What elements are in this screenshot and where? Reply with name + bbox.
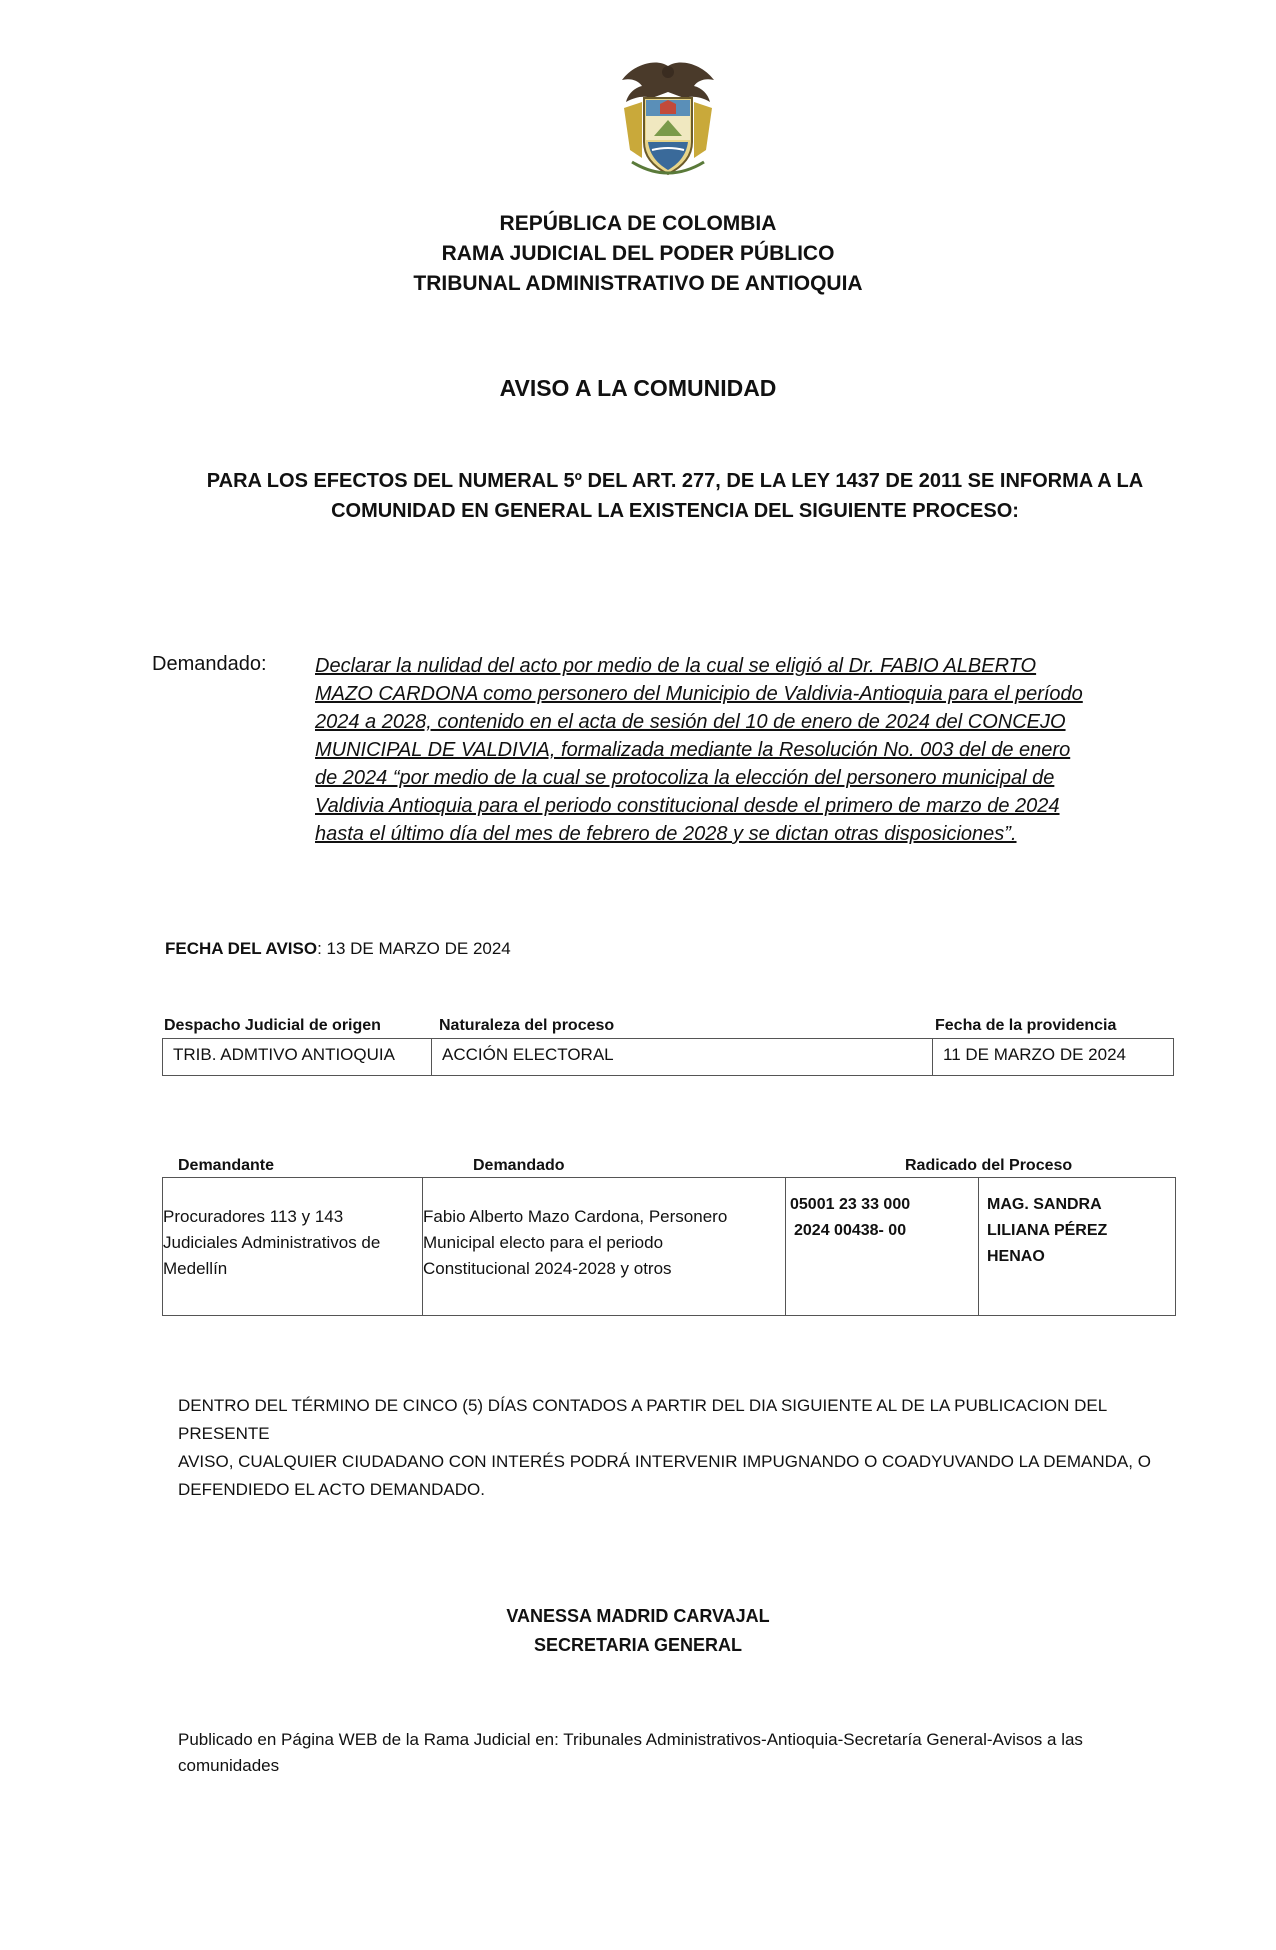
t1-header-fecha: Fecha de la providencia bbox=[935, 1017, 1117, 1034]
demandado-label: Demandado: bbox=[152, 653, 267, 675]
table-row bbox=[163, 1039, 1174, 1076]
demandado-line: 2024 a 2028, contenido en el acta de sesión del 10 de enero de 2024 del CONCEJO bbox=[315, 711, 1066, 733]
demandado-party-line: Fabio Alberto Mazo Cardona, Personero bbox=[423, 1207, 728, 1226]
demandado-line: MAZO CARDONA como personero del Municipio de Valdivia-Antioquia para el período bbox=[315, 683, 1083, 705]
t1-cell-despacho: TRIB. ADMTIVO ANTIOQUIA bbox=[163, 1039, 432, 1076]
publication-line: Publicado en Página WEB de la Rama Judicial en: Tribunales Administrativos-Antioquia-Secretaría General-Avisos a las bbox=[178, 1730, 1083, 1749]
t1-header-despacho: Despacho Judicial de origen bbox=[164, 1017, 381, 1034]
fecha-aviso-label: FECHA DEL AVISO bbox=[165, 939, 318, 958]
magistrado-line: LILIANA PÉREZ bbox=[987, 1222, 1108, 1239]
fecha-aviso bbox=[165, 939, 511, 959]
demandante-line: Procuradores 113 y 143 bbox=[163, 1207, 344, 1226]
table-row bbox=[163, 1178, 1176, 1316]
demandante-line: Medellín bbox=[163, 1259, 228, 1278]
t2-cell-radicado bbox=[786, 1178, 979, 1316]
parties-table bbox=[162, 1177, 1176, 1316]
paragraph-line: DEFENDIEDO EL ACTO DEMANDADO. bbox=[178, 1480, 485, 1499]
radicado-line: 2024 00438- 00 bbox=[794, 1222, 907, 1239]
demandado-line: de 2024 “por medio de la cual se protocoliza la elección del personero municipal de bbox=[315, 767, 1055, 789]
header-tribunal: TRIBUNAL ADMINISTRATIVO DE ANTIOQUIA bbox=[413, 272, 863, 295]
paragraph-line: DENTRO DEL TÉRMINO DE CINCO (5) DÍAS CONTADOS A PARTIR DEL DIA SIGUIENTE AL DE LA PUBLICACION DEL PRESENTE bbox=[178, 1396, 1107, 1443]
t1-header-naturaleza: Naturaleza del proceso bbox=[439, 1017, 615, 1034]
process-table bbox=[162, 1038, 1174, 1076]
t2-header-radicado: Radicado del Proceso bbox=[905, 1157, 1073, 1174]
paragraph-line: AVISO, CUALQUIER CIUDADANO CON INTERÉS PODRÁ INTERVENIR IMPUGNANDO O COADYUVANDO LA DEMANDA, O bbox=[178, 1452, 1151, 1471]
fecha-aviso-value: : 13 DE MARZO DE 2024 bbox=[317, 939, 511, 958]
t1-cell-naturaleza: ACCIÓN ELECTORAL bbox=[432, 1039, 933, 1076]
t2-cell-demandado bbox=[423, 1178, 786, 1316]
header-republic: REPÚBLICA DE COLOMBIA bbox=[499, 212, 777, 235]
page-title: AVISO A LA COMUNIDAD bbox=[499, 375, 777, 401]
t2-cell-demandante bbox=[163, 1178, 423, 1316]
intro-line-1: PARA LOS EFECTOS DEL NUMERAL 5º DEL ART. 277, DE LA LEY 1437 DE 2011 SE INFORMA A LA bbox=[206, 470, 1144, 492]
demandante-line: Judiciales Administrativos de bbox=[163, 1233, 381, 1252]
magistrado-line: MAG. SANDRA bbox=[987, 1196, 1102, 1213]
demandado-line: Declarar la nulidad del acto por medio de la cual se eligió al Dr. FABIO ALBERTO bbox=[315, 655, 1037, 677]
t1-cell-fecha: 11 DE MARZO DE 2024 bbox=[933, 1039, 1174, 1076]
publication-line: comunidades bbox=[178, 1756, 280, 1775]
demandado-party-line: Constitucional 2024-2028 y otros bbox=[423, 1259, 672, 1278]
t2-header-demandado: Demandado bbox=[473, 1157, 565, 1174]
header-rama-judicial: RAMA JUDICIAL DEL PODER PÚBLICO bbox=[441, 242, 835, 265]
t2-header-demandante: Demandante bbox=[178, 1157, 275, 1174]
term-paragraph bbox=[178, 1392, 1188, 1504]
signature-name: VANESSA MADRID CARVAJAL bbox=[506, 1606, 770, 1626]
publication-note bbox=[178, 1727, 1188, 1779]
demandado-line: Valdivia Antioquia para el periodo constitucional desde el primero de marzo de 2024 bbox=[315, 795, 1060, 817]
magistrado-line: HENAO bbox=[987, 1248, 1045, 1265]
signature-role: SECRETARIA GENERAL bbox=[533, 1635, 742, 1655]
radicado-line: 05001 23 33 000 bbox=[790, 1196, 911, 1213]
demandado-text bbox=[315, 652, 1135, 848]
t2-cell-magistrado bbox=[979, 1178, 1176, 1316]
demandado-line: MUNICIPAL DE VALDIVIA, formalizada mediante la Resolución No. 003 del de enero bbox=[315, 739, 1071, 761]
coat-of-arms-seal bbox=[612, 58, 724, 182]
demandado-party-line: Municipal electo para el periodo bbox=[423, 1233, 664, 1252]
intro-line-2: COMUNIDAD EN GENERAL LA EXISTENCIA DEL SIGUIENTE PROCESO: bbox=[331, 500, 1019, 522]
demandado-line: hasta el último día del mes de febrero de 2028 y se dictan otras disposiciones”. bbox=[315, 823, 1017, 845]
